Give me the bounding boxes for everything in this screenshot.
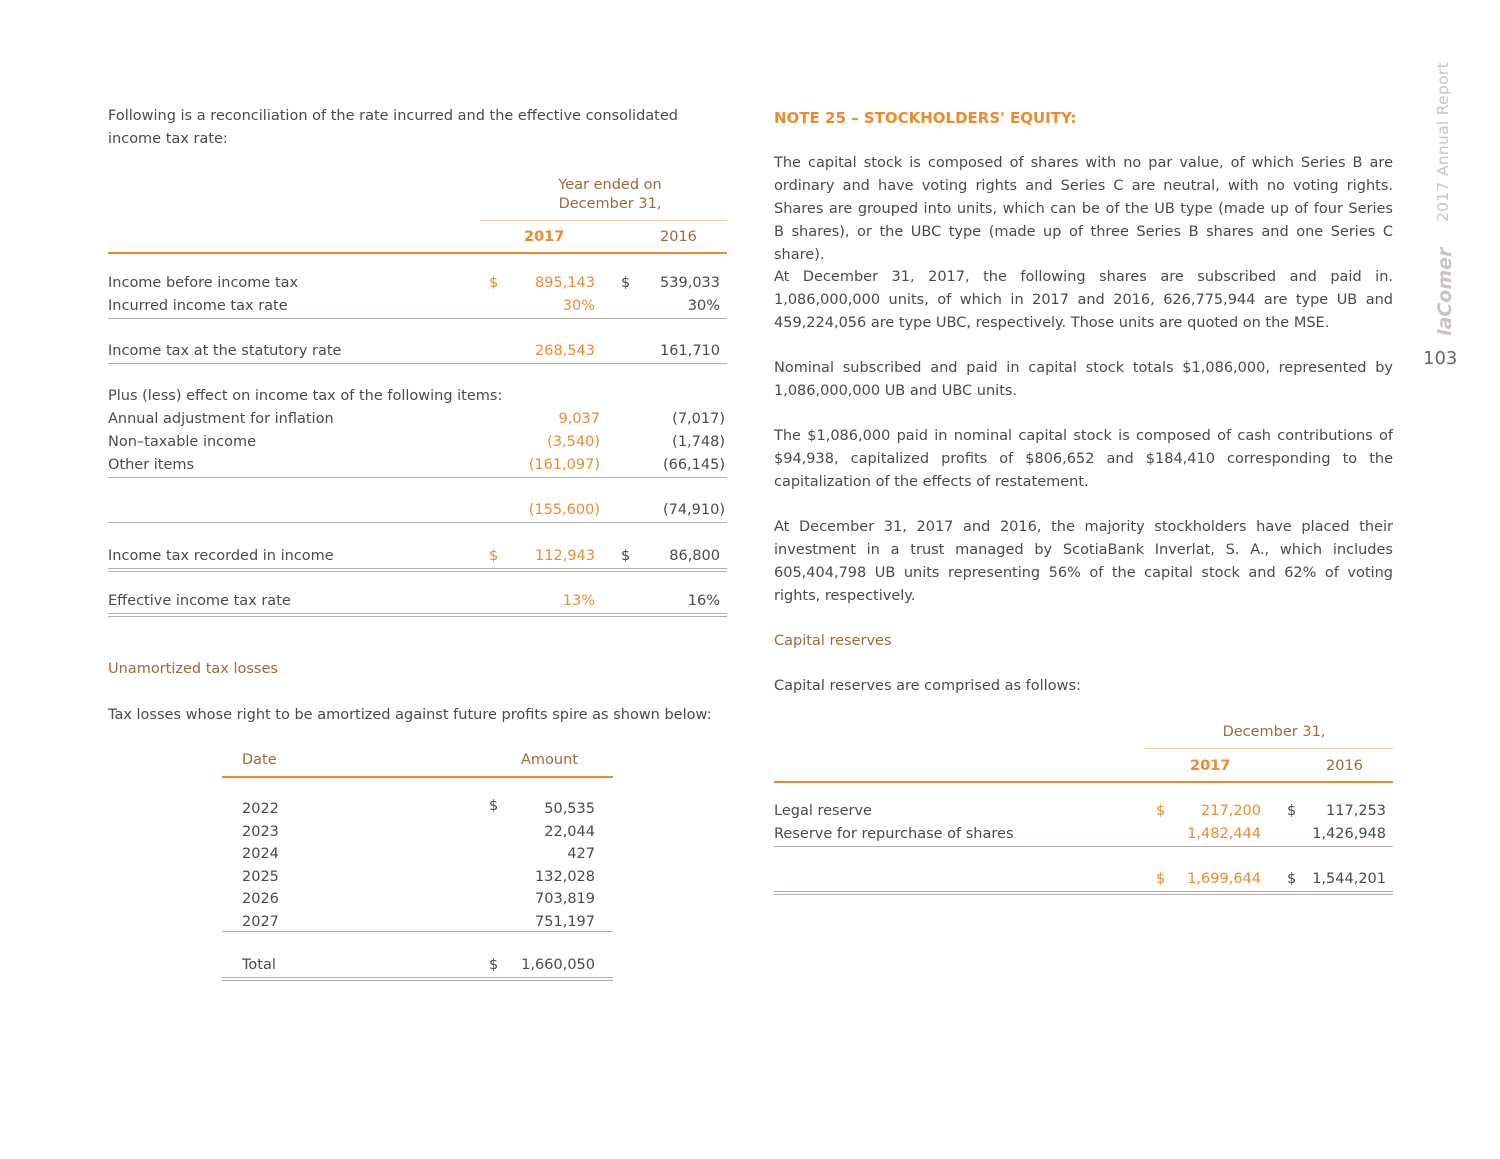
recon-header-year — [480, 176, 740, 214]
recon-currency-2017: $ — [489, 275, 499, 291]
recon-header-line1: Year ended on — [558, 177, 662, 193]
reserves-header: December 31, — [1222, 724, 1326, 740]
reserves-orange-rule — [774, 781, 1393, 783]
recon-label-recorded: Income tax recorded in income — [108, 548, 334, 564]
recon-incurred-rate-2016: 30% — [687, 298, 720, 314]
recon-label-effective: Effective income tax rate — [108, 593, 291, 609]
losses-currency: $ — [489, 798, 499, 814]
recon-inflation-2016: (7,017) — [672, 411, 725, 427]
reserves-repurchase-2017: 1,482,444 — [1187, 826, 1261, 842]
reserves-currency-2016: $ — [1287, 803, 1297, 819]
recon-label-nontaxable: Non–taxable income — [108, 434, 257, 450]
reserves-rule — [774, 846, 1393, 847]
recon-recorded-2017: 112,943 — [535, 548, 595, 564]
note-title: NOTE 25 – STOCKHOLDERS' EQUITY: — [774, 109, 1077, 127]
reserves-currency-2017: $ — [1156, 803, 1166, 819]
reserves-label-legal: Legal reserve — [774, 803, 872, 819]
list-item: 2022 — [242, 801, 279, 817]
reserves-repurchase-2016: 1,426,948 — [1312, 826, 1386, 842]
recon-rule-5 — [108, 568, 727, 572]
list-item: 2025 — [242, 868, 279, 885]
reserves-heading: Capital reserves — [774, 633, 892, 649]
losses-total-rule — [222, 977, 613, 981]
recon-rule-1 — [108, 318, 727, 319]
recon-rule-3 — [108, 477, 727, 478]
list-item: 703,819 — [535, 891, 595, 908]
list-item: 427 — [567, 846, 595, 863]
recon-recorded-currency-2017: $ — [489, 548, 499, 564]
recon-label-incurred-rate: Incurred income tax rate — [108, 298, 288, 314]
losses-heading: Unamortized tax losses — [108, 661, 278, 677]
list-item: 22,044 — [544, 823, 595, 840]
lacomer-logo: laComer — [1434, 247, 1456, 336]
recon-income-before-2016: 539,033 — [660, 275, 720, 291]
reserves-total-2016: 1,544,201 — [1312, 871, 1386, 887]
recon-label-plus-less: Plus (less) effect on income tax of the following items: — [108, 388, 503, 404]
recon-rule-2 — [108, 363, 727, 364]
losses-dates — [242, 798, 279, 934]
recon-effective-2017: 13% — [562, 593, 595, 609]
losses-col-amount: Amount — [521, 752, 578, 768]
recon-subtotal-2016: (74,910) — [662, 502, 725, 518]
recon-rule-6 — [108, 613, 727, 617]
recon-incurred-rate-2017: 30% — [562, 298, 595, 314]
recon-statutory-2016: 161,710 — [660, 343, 720, 359]
reserves-col-2017: 2017 — [1190, 758, 1231, 774]
recon-nontaxable-2017: (3,540) — [547, 434, 600, 450]
reserves-total-currency-2016: $ — [1287, 871, 1297, 887]
losses-amounts — [500, 798, 595, 934]
recon-label-other: Other items — [108, 457, 195, 473]
reserves-total-rule — [774, 891, 1393, 895]
losses-header-rule — [222, 776, 613, 778]
recon-rule-4 — [108, 522, 727, 523]
paragraph-nominal-capital: Nominal subscribed and paid in capital stock totals $1,086,000, represented by 1,086,000,000 UB and UBC units. — [774, 360, 1393, 399]
reserves-total-2017: 1,699,644 — [1187, 871, 1261, 887]
list-item: 2027 — [242, 913, 279, 930]
recon-header-orange-rule — [108, 252, 727, 254]
recon-header-line2: December 31, — [558, 196, 662, 212]
reserves-col-2016: 2016 — [1326, 758, 1363, 774]
reserves-legal-2016: 117,253 — [1326, 803, 1386, 819]
paragraph-majority-trust: At December 31, 2017 and 2016, the majority stockholders have placed their investment in a trust managed by ScotiaBank Inverlat, S. A., which includes 605,404,798 UB units representing 56% of the capital stock and 62% of voting rights, respectively. — [774, 519, 1393, 604]
sidebar-report-title: 2017 Annual Report — [1434, 62, 1452, 222]
recon-other-2016: (66,145) — [662, 457, 725, 473]
recon-recorded-2016: 86,800 — [669, 548, 720, 564]
recon-label-income-before: Income before income tax — [108, 275, 299, 291]
reserves-intro: Capital reserves are comprised as follows: — [774, 678, 1081, 694]
recon-label-inflation: Annual adjustment for inflation — [108, 411, 334, 427]
paragraph-composition: The $1,086,000 paid in nominal capital stock is composed of cash contributions of $94,938, capitalized profits of $806,652 and $184,410 corresponding to the capitalization of the effects of restatement. — [774, 428, 1393, 490]
reserves-label-repurchase: Reserve for repurchase of shares — [774, 826, 1014, 842]
recon-other-2017: (161,097) — [528, 457, 600, 473]
reserves-header-rule — [1145, 748, 1393, 749]
list-item: 50,535 — [544, 801, 595, 817]
losses-total-currency: $ — [489, 957, 499, 973]
recon-label-statutory: Income tax at the statutory rate — [108, 343, 342, 359]
losses-total-amount: 1,660,050 — [521, 957, 595, 973]
recon-col-2017: 2017 — [524, 229, 565, 245]
recon-statutory-2017: 268,543 — [535, 343, 595, 359]
losses-total-label: Total — [242, 957, 276, 973]
list-item: 2024 — [242, 846, 279, 863]
recon-recorded-currency-2016: $ — [621, 548, 631, 564]
recon-col-2016: 2016 — [660, 229, 697, 245]
recon-inflation-2017: 9,037 — [558, 411, 600, 427]
reserves-legal-2017: 217,200 — [1201, 803, 1261, 819]
recon-currency-2016: $ — [621, 275, 631, 291]
recon-header-rule — [480, 220, 727, 221]
paragraph-shares-subscribed: At December 31, 2017, the following shares are subscribed and paid in. 1,086,000,000 units, of which in 2017 and 2016, 626,775,944 are type UB and 459,224,056 are type UBC, respectively. Those units are quoted on the MSE. — [774, 269, 1393, 331]
losses-col-date: Date — [242, 752, 277, 768]
paragraph-capital-stock: The capital stock is composed of shares with no par value, of which Series B are ordinary and have voting rights and Series C are neutral, with no voting rights. Shares are grouped into units, which can be of the UB type (made up of four Series B shares), or the UBC type (made up of three Series B shares and one Series C share). — [774, 155, 1393, 263]
list-item: 132,028 — [535, 868, 595, 885]
recon-income-before-2017: 895,143 — [535, 275, 595, 291]
recon-subtotal-2017: (155,600) — [528, 502, 600, 518]
losses-intro: Tax losses whose right to be amortized against future profits spire as shown below: — [108, 707, 712, 723]
losses-rule — [222, 931, 613, 932]
recon-intro: Following is a reconciliation of the rate incurred and the effective consolidated income tax rate: — [108, 108, 678, 147]
list-item: 2023 — [242, 823, 279, 840]
list-item: 751,197 — [535, 913, 595, 930]
reserves-total-currency-2017: $ — [1156, 871, 1166, 887]
recon-nontaxable-2016: (1,748) — [672, 434, 725, 450]
recon-effective-2016: 16% — [687, 593, 720, 609]
list-item: 2026 — [242, 891, 279, 908]
page-number: 103 — [1423, 348, 1458, 369]
